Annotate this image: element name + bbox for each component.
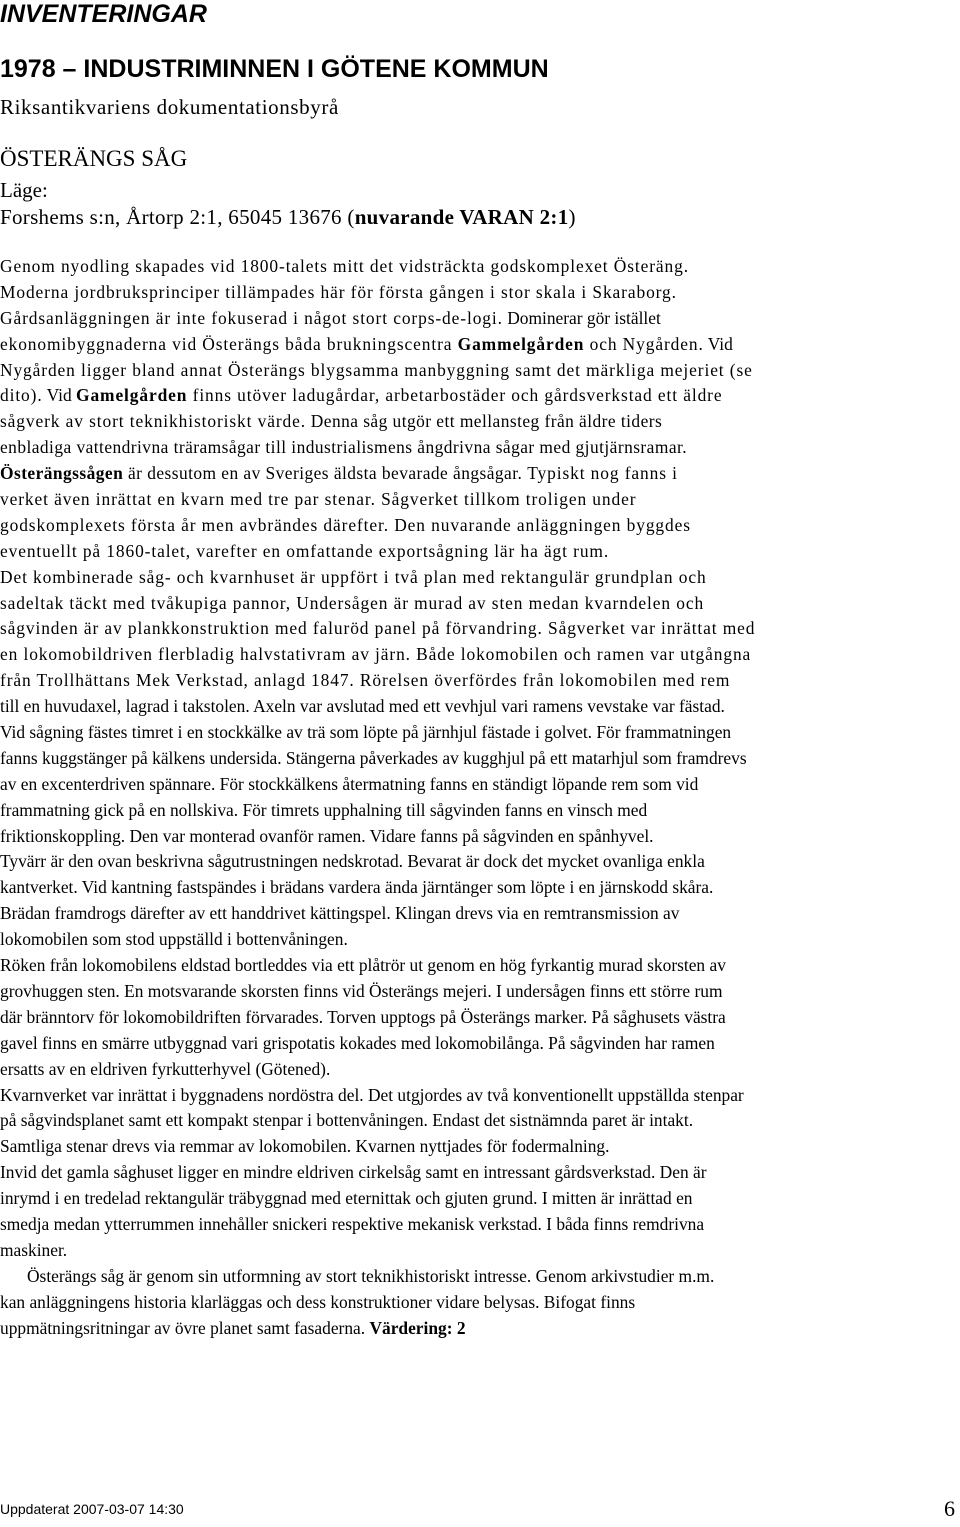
survey-title: 1978 – INDUSTRIMINNEN I GÖTENE KOMMUN [0, 55, 549, 83]
body-line: en lokomobildriven flerbladig halvstativram av järn. Både lokomobilen och ramen var utgångna [0, 644, 752, 665]
emphasis-gamelgarden: Gamelgården [76, 385, 188, 406]
body-line: smedja medan ytterrummen innehåller snickeri respektive mekanisk verkstad. I båda finns remdrivna [0, 1213, 705, 1234]
body-line: av en excenterdriven spännare. För stockkälkens återmatning fanns en ständigt löpande rem som vid [0, 773, 699, 794]
body-line: lokomobilen som stod uppställd i bottenvåningen. [0, 929, 348, 950]
body-line: sågverk av stort teknikhistoriskt värde. Denna såg utgör ett mellansteg från äldre tiders [0, 411, 663, 432]
site-name: ÖSTERÄNGS SÅG [0, 146, 188, 171]
location-text: Forshems s:n, Årtorp 2:1, 65045 13676 [0, 205, 342, 229]
body-line: Gårdsanläggningen är inte fokuserad i något stort corps-de-logi. Dominerar gör istället [0, 307, 661, 328]
body-line: sadeltak täckt med tvåkupiga pannor, Undersågen är murad av sten medan kvarndelen och [0, 592, 705, 613]
body-line: fanns kuggstänger på kälkens undersida. Stängerna påverkades av kugghjul på ett matarhjul som framdrevs [0, 747, 747, 768]
body-line: Vid sågning fästes timret i en stockkälke av trä som löpte på järnhjul fästade i golvet. För frammatningen [0, 722, 732, 743]
location-paren-close: ) [568, 205, 576, 229]
body-line: till en huvudaxel, lagrad i takstolen. Axeln var avslutad med ett vevhjul vari ramens vevstake var fästad. [0, 696, 725, 717]
body-line: Det kombinerade såg- och kvarnhuset är uppfört i två plan med rektangulär grundplan och [0, 566, 707, 587]
body-line: kantverket. Vid kantning fastspändes i brädans vardera ända järntänger som löpte i en järnskodd skåra. [0, 877, 714, 898]
body-line: maskiner. [0, 1239, 68, 1260]
body-line: frammatning gick på en nollskiva. För timrets upphalning till sågvinden fanns en vinsch med [0, 799, 648, 820]
body-line: eventuellt på 1860-talet, varefter en omfattande exportsågning lär ha ägt rum. [0, 540, 610, 561]
survey-organization: Riksantikvariens dokumentationsbyrå [0, 95, 339, 119]
body-line: Kvarnverket var inrättat i byggnadens nordöstra del. Det utgjordes av två konventionellt uppställda stenpar [0, 1084, 744, 1105]
body-line: Brädan framdrogs därefter av ett handdrivet kättingspel. Klingan drevs via en remtransmission av [0, 903, 680, 924]
body-line: ekonomibyggnaderna vid Österängs båda brukningscentra Gammelgården och Nygården. Vid [0, 333, 733, 354]
body-line: Österängssågen är dessutom en av Sveriges äldsta bevarade ångsågar. Typiskt nog fanns i [0, 463, 678, 484]
body-line: Samtliga stenar drevs via remmar av lokomobilen. Kvarnen nyttjades för fodermalning. [0, 1136, 610, 1157]
body-line: uppmätningsritningar av övre planet samt fasaderna. Värdering: 2 [0, 1317, 466, 1338]
body-line: sågvinden är av plankkonstruktion med faluröd panel på förvandring. Sågverket var inrättat med [0, 618, 756, 639]
body-line: Moderna jordbruksprinciper tillämpades här för första gången i stor skala i Skaraborg. [0, 281, 677, 302]
body-line: ersatts av en eldriven fyrkutterhyvel (Götened). [0, 1058, 331, 1079]
location-current: nuvarande VARAN 2:1 [354, 205, 569, 229]
footer-updated-timestamp: Uppdaterat 2007-03-07 14:30 [0, 1501, 184, 1517]
body-line: på sågvindsplanet samt ett kompakt stenpar i bottenvåningen. Endast det sistnämnda paret är intakt. [0, 1110, 694, 1131]
body-text [0, 254, 960, 1341]
document-type-heading: INVENTERINGAR [0, 0, 207, 28]
location-label: Läge: [0, 178, 48, 202]
body-line: Genom nyodling skapades vid 1800-talets mitt det vidsträckta godskomplexet Österäng. [0, 256, 689, 276]
body-line: gavel finns en smärre utbyggnad vari grispotatis kokades med lokomobilånga. På sågvinden har ramen [0, 1032, 715, 1053]
body-line: friktionskoppling. Den var monterad ovanför ramen. Vidare fanns på sågvinden en spånhyvel. [0, 825, 654, 846]
body-line: inrymd i en tredelad rektangulär träbyggnad med eternittak och gjuten grund. I mitten är inrättad en [0, 1188, 693, 1209]
body-line: där bränntorv för lokomobildriften förvarades. Torven upptogs på Österängs marker. På såghusets västra [0, 1006, 726, 1027]
rating-value: Värdering: 2 [369, 1317, 466, 1338]
body-line: dito). Vid Gamelgården finns utöver ladugårdar, arbetarbostäder och gårdsverkstad ett äldre [0, 385, 723, 406]
body-line: enbladiga vattendrivna träramsågar till industrialismens ångdrivna sågar med gjutjärnsramar. [0, 437, 688, 458]
body-line: Österängs såg är genom sin utformning av stort teknikhistoriskt intresse. Genom arkivstudier m.m. [27, 1265, 715, 1286]
body-line: verket även inrättat en kvarn med tre par stenar. Sågverket tillkom troligen under [0, 489, 637, 510]
body-line: från Trollhättans Mek Verkstad, anlagd 1847. Rörelsen överfördes från lokomobilen med rem [0, 670, 731, 691]
body-line: Röken från lokomobilens eldstad bortleddes via ett plåtrör ut genom en hög fyrkantig murad skorsten av [0, 955, 726, 976]
body-line: Nygården ligger bland annat Österängs blygsamma manbyggning samt det märkliga mejeriet (se [0, 359, 753, 380]
location-paren-open: ( [341, 205, 355, 229]
emphasis-gammelgarden: Gammelgården [457, 333, 585, 354]
body-line: kan anläggningens historia klarläggas och dess konstruktioner vidare belysas. Bifogat finns [0, 1291, 636, 1312]
page-number: 6 [944, 1496, 955, 1521]
emphasis-osterangssagen: Österängssågen [0, 463, 124, 484]
body-line: grovhuggen sten. En motsvarande skorsten finns vid Österängs mejeri. I undersågen finns ett större rum [0, 980, 723, 1001]
location-line [0, 205, 576, 230]
body-line: Invid det gamla såghuset ligger en mindre eldriven cirkelsåg samt en intressant gårdsverkstad. Den är [0, 1162, 707, 1183]
body-line: Tyvärr är den ovan beskrivna sågutrustningen nedskrotad. Bevarat är dock det mycket ovanliga enkla [0, 851, 705, 872]
body-line: godskomplexets första år men avbrändes därefter. Den nuvarande anläggningen byggdes [0, 514, 691, 535]
